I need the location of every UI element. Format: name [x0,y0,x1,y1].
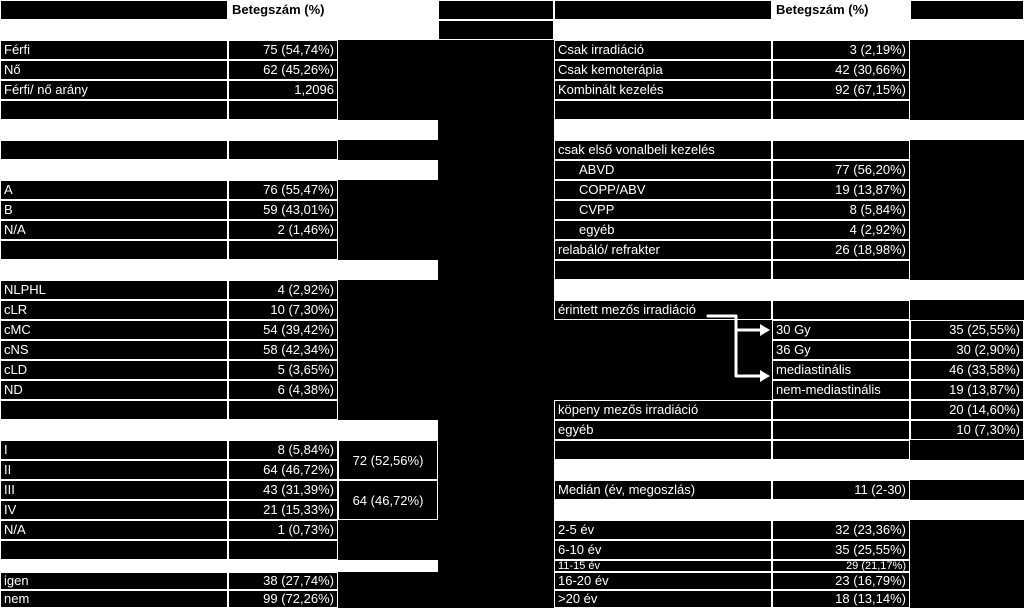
row-value: 3 (2,19%) [772,40,910,60]
row-value: 1,2096 [228,80,338,100]
blank-cell [0,100,228,120]
row-value: 10 (7,30%) [228,300,338,320]
blank-cell [0,140,228,160]
blank-cell [910,0,1024,20]
section-header-cell [0,160,438,180]
row-value: 62 (45,26%) [228,60,338,80]
row-label: COPP/ABV [554,180,772,200]
row-label: 11-15 év [554,560,772,572]
row-label: cMC [0,320,228,340]
row-label: relabáló/ refrakter [554,240,772,260]
row-label: IV [0,500,228,520]
blank-cell [554,0,772,20]
section-header-cell [554,460,1024,480]
row-value: 30 (2,90%) [910,340,1024,360]
row-label: Csak kemoterápia [554,60,772,80]
left-column-header: Betegszám (%) [228,0,438,20]
row-value: 19 (13,87%) [910,380,1024,400]
blank-cell [438,0,554,20]
row-value: 99 (72,26%) [228,590,338,608]
row-label: cLD [0,360,228,380]
arrowhead-icon [760,370,770,382]
row-value: 32 (23,36%) [772,520,910,540]
section-header-cell [0,420,438,440]
row-value: 59 (43,01%) [228,200,338,220]
row-value: 75 (54,74%) [228,40,338,60]
first-line-title: csak első vonalbeli kezelés [554,140,772,160]
blank-cell [438,20,554,40]
row-label: mediastinális [772,360,910,380]
row-label: egyéb [554,420,772,440]
row-value: 29 (21,17%) [772,560,910,572]
row-value: 35 (25,55%) [772,540,910,560]
row-label: ABVD [554,160,772,180]
row-value: 58 (42,34%) [228,340,338,360]
involved-field-label: érintett mezős irradiáció [554,300,772,320]
row-value: 23 (16,79%) [772,572,910,590]
row-label: N/A [0,220,228,240]
row-value: 35 (25,55%) [910,320,1024,340]
row-label: igen [0,572,228,590]
row-label: Csak irradiáció [554,40,772,60]
blank-cell [772,260,910,280]
row-value: 4 (2,92%) [772,220,910,240]
row-value: 4 (2,92%) [228,280,338,300]
row-label: 36 Gy [772,340,910,360]
right-column-header: Betegszám (%) [772,0,910,20]
row-label: ND [0,380,228,400]
blank-cell [772,400,910,420]
section-header-cell [554,280,1024,300]
blank-cell [228,240,338,260]
row-label: N/A [0,520,228,540]
row-label: 2-5 év [554,520,772,540]
row-label: cLR [0,300,228,320]
row-label: III [0,480,228,500]
section-header-cell [0,260,438,280]
blank-cell [772,440,910,460]
blank-cell [228,540,338,560]
row-label: CVPP [554,200,772,220]
row-value: 8 (5,84%) [772,200,910,220]
row-value: 76 (55,47%) [228,180,338,200]
arrow-to-mediastinal [708,316,762,376]
row-value: 20 (14,60%) [910,400,1024,420]
row-value: 21 (15,33%) [228,500,338,520]
row-value: 26 (18,98%) [772,240,910,260]
row-label: nem [0,590,228,608]
row-value: 54 (39,42%) [228,320,338,340]
blank-cell [772,100,910,120]
row-value: 1 (0,73%) [228,520,338,540]
row-value: 64 (46,72%) [228,460,338,480]
blank-cell [772,140,910,160]
row-label: Nő [0,60,228,80]
row-label: A [0,180,228,200]
blank-cell [0,400,228,420]
row-label: II [0,460,228,480]
median-label: Medián (év, megoszlás) [554,480,772,500]
section-header-cell [554,500,1024,520]
section-header-cell [0,20,438,40]
row-value: 38 (27,74%) [228,572,338,590]
row-label: 6-10 év [554,540,772,560]
row-value: 5 (3,65%) [228,360,338,380]
blank-cell [554,100,772,120]
row-label: 16-20 év [554,572,772,590]
row-value: 18 (13,14%) [772,590,910,608]
section-header-cell [554,20,1024,40]
blank-cell [772,300,910,320]
row-value: 6 (4,38%) [228,380,338,400]
blank-cell [0,540,228,560]
row-label: nem-mediastinális [772,380,910,400]
blank-cell [228,140,338,160]
row-value: 19 (13,87%) [772,180,910,200]
blank-cell [228,400,338,420]
row-label: Kombinált kezelés [554,80,772,100]
section-header-cell [0,120,438,140]
row-value: 42 (30,66%) [772,60,910,80]
row-label: Férfi [0,40,228,60]
row-label: cNS [0,340,228,360]
row-value: 2 (1,46%) [228,220,338,240]
row-label: NLPHL [0,280,228,300]
row-label: 30 Gy [772,320,910,340]
stage-group-value: 72 (52,56%) [338,440,438,480]
blank-cell [0,0,228,20]
arrowhead-icon [760,324,770,336]
row-value: 92 (67,15%) [772,80,910,100]
blank-cell [554,440,772,460]
row-label: egyéb [554,220,772,240]
row-value: 46 (33,58%) [910,360,1024,380]
blank-cell [554,260,772,280]
blank-cell [772,420,910,440]
row-value: 43 (31,39%) [228,480,338,500]
row-value: 10 (7,30%) [910,420,1024,440]
row-label: >20 év [554,590,772,608]
row-value: 8 (5,84%) [228,440,338,460]
row-label: B [0,200,228,220]
row-label: Férfi/ nő arány [0,80,228,100]
blank-cell [0,240,228,260]
section-header-cell [554,120,1024,140]
row-label: I [0,440,228,460]
blank-cell [228,100,338,120]
section-header-cell [0,560,438,572]
row-label: köpeny mezős irradiáció [554,400,772,420]
stage-group-value: 64 (46,72%) [338,480,438,520]
median-value: 11 (2-30) [772,480,910,500]
row-value: 77 (56,20%) [772,160,910,180]
